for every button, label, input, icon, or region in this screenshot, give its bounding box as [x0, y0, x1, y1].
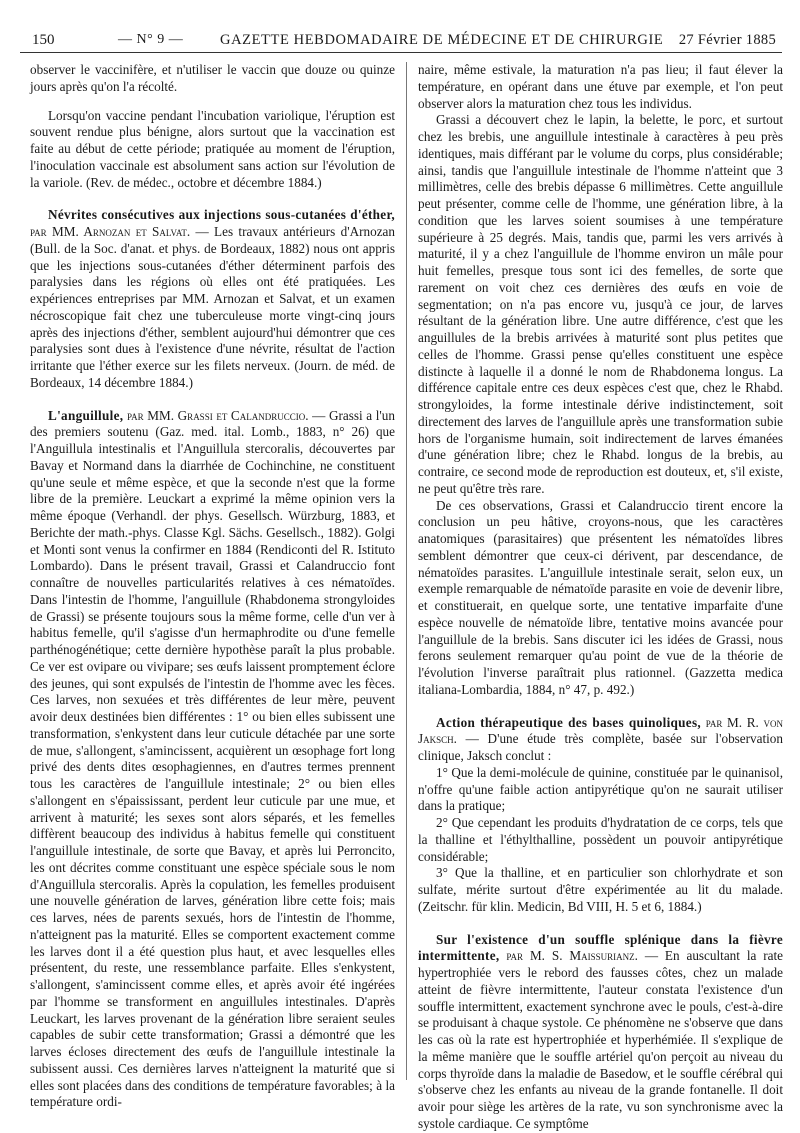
paragraph: naire, même estivale, la maturation n'a pas lieu; il faut élever la température, en opérant dans une étuve par exemple, et l'on peut observer alors la maturation chez tous les individus.: [418, 62, 783, 111]
article-authors: par MM. Arnozan et Salvat.: [30, 224, 191, 239]
article-heading: Sur l'existence d'un souffle splénique dans la fièvre intermittente,: [418, 931, 783, 964]
issue-date: 27 Février 1885: [678, 32, 776, 48]
column-divider: [406, 62, 407, 1080]
article-columns: [30, 62, 784, 1131]
article-text: — Les travaux antérieurs d'Arnozan (Bull. de la Soc. d'anat. et phys. de Bordeaux, 1882) nous ont appris que les injections sous-cutanées d'éther déterminent parfois des paralysies dans les régions où elles ont été pratiquées. Les expériences entreprises par MM. Arnozan et Salvat, et un examen nécroscopique fait chez une tuberculeuse morte vingt-cinq jours après des injections d'éther, semblent aujourd'hui démontrer que ces paralysies sont dues à l'existence d'une névrite, résultat de l'action irritante que l'éther exerce sur les filets nerveux. (Journ. de méd. de Bordeaux, 14 décembre 1884.): [30, 224, 395, 390]
article-heading: Névrites consécutives aux injections sous-cutanées d'éther,: [48, 207, 395, 223]
article-text: — Grassi a l'un des premiers soutenu (Gaz. med. ital. Lomb., 1883, n° 26) que l'Anguillula intestinalis et l'Anguillula stercoralis, découvertes par Bavay et Normand dans la diarrhée de Cochinchine, ne constituent qu'une seule et même espèce, et que la seconde n'est que la forme libre de la première. Leuckart a exprimé la même opinion vers la même époque (Verhandl. der phys. Gesellsch. Würzburg, 1883, et Berichte der math.-phys. Classe Kgl. Sächs. Gesellsch., 1882). Golgi et Monti sont venus la confirmer en 1884 (Rendiconti del R. Istituto Lombardo). Dans le présent travail, Grassi et Calandruccio font connaître de nouvelles particularités relatives à ces nématoïdes. Dans l'intestin de l'homme, l'anguillule (Rhabdonema strongyloides de Grassi) se présente toujours sous la même forme, celle d'un ver à habitus femelle, qu'il s'agisse d'un hermaphrodite ou d'une femelle parthénogénétique; cette dernière hypothèse paraît la plus probable. Ce ver est ovipare ou vivipare; ses œufs laissent promptement éclore des jeunes, qui sont expulsés de l'intestin de l'homme avec les fèces. Ces larves, non sexuées et très différentes de leur mère, peuvent avoir deux destinées bien différentes : 1° ou bien elles subissent une transformation, s'enkystent dans leur cuticule détachée par une sorte de mue, s'allongent, s'amincissent, acquièrent un œsophage fort long privé des dents dites œsophagiennes, en d'autres termes prennent tous les caractères de l'anguillule intestinale; 2° ou bien elles s'allongent en s'épaississant, perdent leur cuticule par une mue, et arrivent à maturité; les sexes sont alors séparés, et les femelles diffèrent beaucoup des individus à habitus femelle qui constituent l'anguillule intestinale, de sorte que Bavay, et après lui Perroncito, les ont décrites comme constituant une espèce spéciale sous le nom d'Anguillula stercoralis. Après la copulation, les femelles produisent une nouvelle génération de larves, génération libre cette fois; mais ces larves, nées de parents sexués, hors de l'intestin de l'homme, n'atteignent pas la maturité. Elles se comportent exactement comme les larves dont il a été question plus haut, et avec lesquelles elles présentent, du reste, une ressemblance parfaite. Elles s'enkystent, s'allongent, s'amincissent comme elles, et après avoir été ingérées par l'homme se transforment en anguillules intestinales. D'après Leuckart, les larves provenant de la génération libre seraient seules capables de subir cette transformation; Grassi a démontré que les larves écloses directement des œufs de l'anguillule intestinale la subissent aussi. Ces dernières larves n'atteignent la maturité que si elles sont placées dans des conditions de température favorables; à la température ordi-: [30, 407, 395, 1110]
article-text: — En auscultant la rate hypertrophiée vers le rebord des fausses côtes, chez un malade atteint de fièvre intermittente, l'auteur constata l'existence d'un souffle intermittent, exactement synchrone avec le pouls, c'est-à-dire se produisant à chaque systole. Ce phénomène ne s'observe que dans les cas où la rate est hypertrophiée et hyperhémiée. Il s'explique de la même manière que le souffle artériel qu'on perçoit au niveau du corps thyroïde dans la maladie de Basedow, et le souffle cérébral qui s'observe chez les enfants au niveau de la grande fontanelle. Il doit avoir pour siège les artères de la rate, vu son synchronisme avec la systole cardiaque. Ce symptôme: [418, 948, 784, 1131]
header-rule: [20, 52, 782, 53]
numbered-item: 3° Que la thalline, et en particulier son chlorhydrate et son sulfate, mérite surtout d'être expérimentée au lit du malade. (Zeitschr. für klin. Medicin, Bd VIII, H. 5 et 6, 1884.): [418, 865, 783, 914]
article-text: — D'une étude très complète, basée sur l'observation clinique, Jaksch conclut :: [418, 731, 783, 763]
issue-number: — N° 9 —: [118, 32, 184, 47]
article-ethers-neuritis: [30, 207, 395, 391]
article-splenic-murmur: [418, 932, 783, 1133]
article-quinoline-bases: [418, 715, 783, 765]
right-column: [418, 62, 784, 1131]
paragraph: Grassi a découvert chez le lapin, la belette, le porc, et surtout chez les brebis, une anguillule intestinale à caractères à peu près identiques, mais différant par le volume du corps, plus considérable; ainsi, tandis que l'anguillule intestinale de l'homme n'atteint que 3 millimètres, celle des brebis dépasse 6 millimètres. Cette anguillule peut présenter, comme celle de l'homme, une génération libre, à la condition que les larves soient soumises à une température supérieure à 25 degrés. Mais, tandis que, parmi les vers arrivés à maturité, il y a chez l'anguillule de l'homme environ un mâle pour huit femelles, presque tous sont ici des femelles, de sorte que rarement on voit chez ces dernières des œufs en voie de segmentation; on n'a pas encore vu, jusqu'à ce jour, de larves résultant de la génération libre. Une autre différence, c'est que les anguillules de la brebis arrivées à maturité sont plus petites que celles de l'homme. Grassi pense qu'elles constituent une espèce distincte à laquelle il a donné le nom de Rhabdonema longus. La différence capitale entre ces deux espèces c'est que, chez le Rhabd. strongyloides, la forme intestinale dérive indistinctement, soit directement des larves de l'anguillule après une transformation subie hors de l'organisme humain, soit indirectement de larves émanées d'une génération libre; chez le Rhabd. longus de la brebis, au contraire, ce second mode de reproduction est douteux, et, s'il existe, ne peut qu'être très rare.: [418, 112, 783, 496]
article-heading: L'anguillule,: [48, 407, 124, 423]
page-header: [20, 12, 782, 54]
paragraph: Lorsqu'on vaccine pendant l'incubation variolique, l'éruption est souvent rendue plus bénigne, alors surtout que la vaccination est faite au début de cette période; pratiquée au moment de l'éruption, l'inoculation vaccinale est absolument sans action sur l'évolution de la variole. (Rev. de médec., octobre et décembre 1884.): [30, 107, 395, 190]
numbered-item: 1° Que la demi-molécule de quinine, constituée par le quinanisol, n'offre qu'une faible action antipyrétique qu'on ne saurait utiliser dans la pratique;: [418, 764, 783, 814]
article-anguillule: [30, 408, 395, 1112]
article-authors: par M. S. Maissurianz.: [506, 948, 638, 964]
journal-title: GAZETTE HEBDOMADAIRE DE MÉDECINE ET DE CHIRURGIE: [220, 32, 664, 48]
paragraph: observer le vaccinifère, et n'utiliser le vaccin que douze ou quinze jours après qu'on l'a récolté.: [30, 62, 395, 94]
article-authors: par MM. Grassi et Calandruccio.: [126, 407, 309, 423]
article-heading: Action thérapeutique des bases quinoliques,: [436, 714, 701, 730]
paragraph: De ces observations, Grassi et Calandruccio tirent encore la conclusion un peu hâtive, croyons-nous, que les caractères anatomiques (parasitaires) que présentent les nématoïdes libres semblent démontrer que ceux-ci dérivent, par descendance, de nématoïdes parasites. L'anguillule intestinale serait, selon eux, un exemple remarquable de nématoïde parasite en voie de devenir libre, et constituerait, en quelque sorte, une tentative imparfaite d'une espèce nouvelle de nématoïde libre, tentative moins avancée pour l'anguillule de la brebis. Sans discuter ici les idées de Grassi, nous ferons seulement remarquer qu'au point de vue de la théorie de l'évolution l'inverse paraîtrait plus rationnel. (Gazzetta medica italiana-Lombardia, 1884, n° 47, p. 492.): [418, 497, 783, 697]
page-number: 150: [32, 32, 55, 48]
numbered-item: 2° Que cependant les produits d'hydratation de ce corps, tels que la thalline et l'éthylthalline, possèdent un pouvoir antipyrétique considérable;: [418, 815, 783, 864]
left-column: [30, 62, 395, 1110]
article-authors: par M. R. von Jaksch.: [418, 714, 784, 747]
